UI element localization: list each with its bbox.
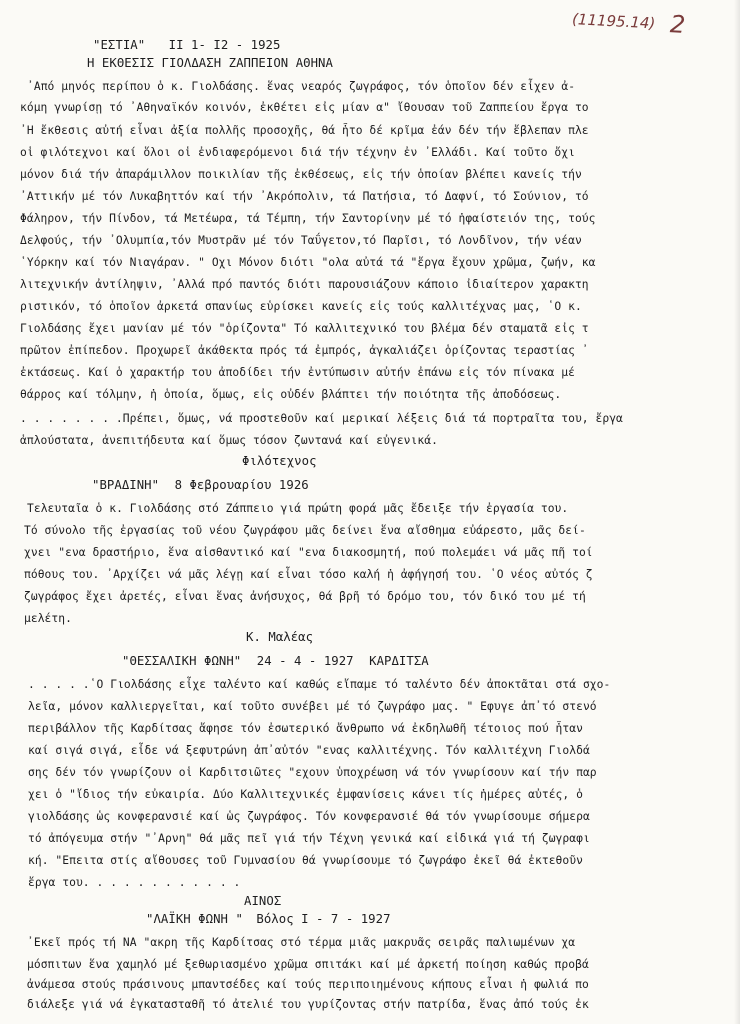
section3-line: ἔργα του. . . . . . . . . . . .	[28, 876, 241, 889]
section3-line: κή. "Επειτα στίς αἴθουσες τοῦ Γυμνασίου θά γνωρίσουμε τό ζωγράφο ἐκεῖ θά ἐκτεθοῦν	[28, 854, 583, 867]
section3-line: περιβάλλον τῆς Καρδίτσας ἄφησε τόν ἐσωτερικό ἄνθρωπο νά ἐκδηλωθῆ τέτοιος πού ἦταν	[28, 722, 583, 735]
archive-page-number: 2	[669, 10, 686, 39]
section1-line: οἱ φιλότεχνοι καί ὅλοι οἱ ἐνδιαφερόμενοι διά τήν τέχνην ἐν ᾿Ελλάδι. Καί τοῦτο ὄχι	[20, 146, 575, 159]
section3-place: ΚΑΡΔΙΤΣΑ	[369, 654, 429, 668]
section2-date: 8 Φεβρουαρίου 1926	[174, 478, 309, 492]
section2-header	[92, 478, 309, 492]
section4-header	[146, 912, 391, 926]
section1-signature: Φιλότεχνος	[242, 454, 317, 468]
archive-ref: (11195.14)	[571, 10, 656, 33]
section1-heading: Η ΕΚΘΕΣΙΣ ΓΙΟΛΔΑΣΗ ΖΑΠΠΕΙΟΝ ΑΘΗΝΑ	[87, 56, 333, 70]
section1-line: Γιολδάσης ἔχει μανίαν μέ τόν "ὁρίζοντα" Τό καλλιτεχνικό του βλέμα δέν σταματᾶ εἰς τ	[20, 322, 589, 335]
section3-header	[122, 654, 429, 668]
section1-line: κόμη γνωρίσῃ τό ᾿Αθηναϊκόν κοινόν, ἐκθέτει εἰς μίαν α" ἴθουσαν τοῦ Ζαππείου ἔργα το	[20, 101, 589, 114]
section1-source: "ΕΣΤΙΑ"	[93, 38, 146, 52]
section4-line: διάλεξε γιά νά ἐγκατασταθῆ τό ἀτελιέ του γυρίζοντας στήν πατρίδα, ἕνας ἀπό τούς ἐκ	[27, 998, 589, 1011]
section1-line: πρῶτον ἐπίπεδον. Προχωρεῖ ἀκάθεκτα πρός τά ἐμπρός, ἀγκαλιάζει ὁρίζοντας τεραστίας ᾿	[20, 344, 589, 357]
section2-line: Τελευταῖα ὁ κ. Γιολδάσης στό Ζάππειο γιά πρώτη φορά μᾶς ἔδειξε τήν ἐργασία του.	[27, 502, 569, 515]
section4-source: "ΛΑΪΚΗ ΦΩΝΗ "	[146, 912, 243, 926]
section3-line: τό ἀπόγευμα στήν "᾿Αρνη" θά μᾶς πεῖ γιά τήν Τέχνη γενικά καί εἰδικά γιά τή ζωγραφι	[28, 832, 590, 845]
section3-date: 24 - 4 - 1927	[256, 654, 354, 668]
section1-line: ἁπλούστατα, ἀνεπιτήδευτα καί ὅμως τόσον ζωντανά καί εὐγενικά.	[20, 434, 438, 447]
section2-line: χνει "ενα δραστήριο, ἕνα αἰσθαντικό καί "ενα διακοσμητή, πού πολεμάει νά μᾶς πῆ τοί	[24, 546, 593, 559]
section1-line: μόνον διά τήν ἀπαράμιλλον ποικιλίαν τῆς ἐκθέσεως, εἰς τήν ὁποίαν βλέπει κανείς τήν	[20, 168, 582, 181]
section2-source: "ΒΡΑΔΙΝΗ"	[92, 478, 160, 492]
section1-date: ΙΙ 1- Ι2 - 1925	[168, 38, 281, 52]
section1-header	[93, 38, 280, 52]
section2-line: ζωγράφος ἔχει ἀρετές, εἶναι ἕνας ἀνήσυχος, θά βρῆ τό δρόμο του, τόν δικό του μέ τή	[24, 590, 586, 603]
section1-line: λιτεχνικήν ἀντίληψιν, ᾿Αλλά πρό παντός διότι παρουσιάζουν κάποιο ἰδιαίτερον χαρακτη	[20, 278, 589, 291]
section1-line: Φάληρον, τήν Πίνδον, τά Μετέωρα, τά Τέμπη, τήν Σαντορίνην μέ τό ἡφαίστειόν της, τούς	[20, 212, 596, 225]
section1-line: ῾Υόρκην καί τόν Νιαγάραν. " Οχι Μόνον διότι "ολα αὐτά τά "ἔργα ἔχουν χρῶμα, ζωήν, κα	[20, 256, 596, 269]
section4-date: Βόλος Ι - 7 - 1927	[256, 912, 391, 926]
section2-signature: Κ. Μαλέας	[246, 630, 314, 644]
section3-line: λεῖα, μόνον καλλιεργεῖται, καί τοῦτο συνέβει μέ τό ζωγράφο μας. " Εφυγε ἀπ᾿τό στενό	[28, 700, 597, 713]
section4-line: ἀνάμεσα στούς πράσινους μπαντσέδες καί τούς περιποιημένους κήπους εἶναι ἡ φωλιά πο	[27, 978, 589, 991]
section2-line: μελέτη.	[24, 612, 72, 625]
section1-line: . . . . . . . .Πρέπει, ὅμως, νά προστεθοῦν καί μερικαί λέξεις διά τά πορτραῖτα του, ἔργα	[20, 412, 623, 425]
section3-source: "ΘΕΣΣΑΛΙΚΗ ΦΩΝΗ"	[122, 654, 242, 668]
section3-line: καί σιγά σιγά, εἶδε νά ξεφυτρώνη ἀπ᾿αὐτόν "ενας καλλιτέχνης. Τόν καλλιτέχνη Γιολδά	[28, 744, 590, 757]
section1-line: ἐκτάσεως. Καί ὁ χαρακτήρ του ἀποδίδει τήν ἐντύπωσιν αὐτήν ἐπάνω εἰς τόν πίνακα μέ	[20, 366, 575, 379]
section2-line: πόθους του. ᾿Αρχίζει νά μᾶς λέγῃ καί εἶναι τόσο καλή ἡ ἀφήγησή του. ῾Ο νέος αὐτός ζ	[24, 568, 593, 581]
page-edge-shadow	[734, 0, 740, 1024]
section1-line: ᾿Αττικήν μέ τόν Λυκαβηττόν καί τήν ᾿Ακρόπολιν, τά Πατήσια, τό Δαφνί, τό Σούνιον, τό	[20, 190, 589, 203]
section3-line: σης δέν τόν γνωρίζουν οἱ Καρδιτσιῶτες "εχουν ὑποχρέωση νά τόν γνωρίσουν καί τήν παρ	[28, 766, 597, 779]
archive-handwritten-note	[571, 5, 686, 39]
section2-line: Τό σύνολο τῆς ἐργασίας τοῦ νέου ζωγράφου μᾶς δείνει ἕνα αἴσθημα εὐάρεστο, μᾶς δεί-	[24, 524, 586, 537]
section1-line: Δελφούς, τήν ᾿Ολυμπία,τόν Μυστρᾶν μέ τόν Ταΰγετον,τό Παρῖσι, τό Λονδῖνον, τήν νέαν	[20, 234, 582, 247]
section3-signature: ΑΙΝΟΣ	[244, 894, 282, 908]
section1-line: θάρρος καί τόλμην, ἡ ὁποία, ὅμως, εἰς οὐδέν βλάπτει τήν ποιότητα τῆς ἀποδόσεως.	[20, 388, 562, 401]
section4-line: ᾿Εκεῖ πρός τή ΝΑ "ακρη τῆς Καρδίτσας στό τέρμα μιᾶς μακρυᾶς σειρᾶς παλιωμένων χα	[27, 936, 576, 949]
section1-line: ᾿Από μηνός περίπου ὁ κ. Γιολδάσης. ἕνας νεαρός ζωγράφος, τόν ὁποῖον δέν εἶχεν ἀ-	[27, 80, 576, 93]
section3-line: γιολδάσης ὡς κονφερανσιέ καί ὡς ζωγράφος. Τόν κονφερανσιέ θά τόν γνωρίσουμε σήμερα	[28, 810, 590, 823]
section3-line: χει ὁ "ἴδιος τήν εὐκαιρία. Δύο Καλλιτεχνικές ἐμφανίσεις κάνει τίς ἡμέρες αὐτές, ὁ	[28, 788, 583, 801]
section1-line: ριστικόν, τό ὁποῖον ἀρκετά σπανίως εὑρίσκει κανείς εἰς τούς καλλιτέχνας μας, ῾Ο κ.	[20, 300, 582, 313]
section1-line: ᾿Η ἔκθεσις αὐτή εἶναι ἀξία πολλῆς προσοχῆς, θά ἦτο δέ κρῖμα ἐάν δέν τήν ἔβλεπαν πλε	[20, 124, 589, 137]
section4-line: μόσπιτων ἕνα χαμηλό μέ ξεθωριασμένο χρῶμα σπιτάκι καί μέ ἀρκετή ποίηση καθώς προβά	[27, 958, 589, 971]
section3-line: . . . . .῾Ο Γιολδάσης εἶχε ταλέντο καί καθώς εἴπαμε τό ταλέντο δέν ἀποκτᾶται στά σχο-	[28, 678, 611, 691]
